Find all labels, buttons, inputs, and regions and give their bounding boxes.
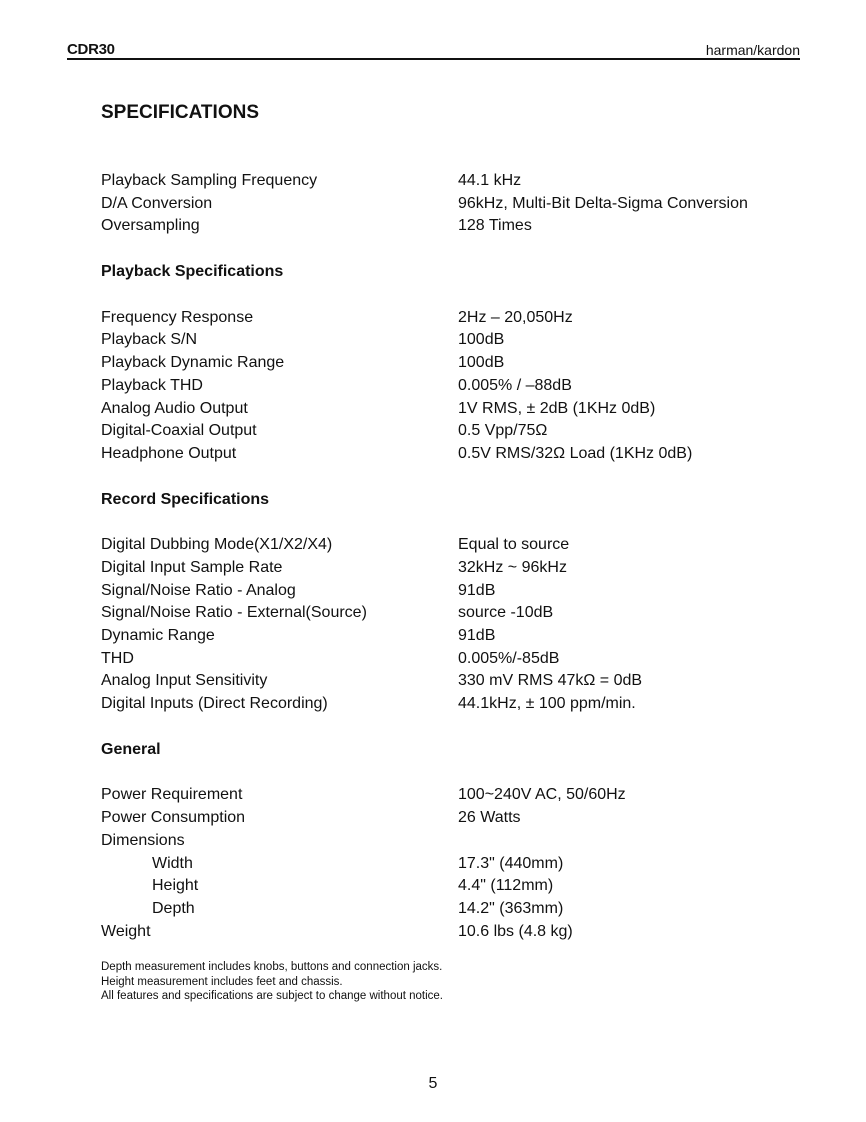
spec-row: [101, 830, 801, 853]
spec-label: Width: [152, 854, 193, 872]
spec-row: [101, 193, 801, 216]
spec-value: 44.1kHz, ± 100 ppm/min.: [458, 695, 636, 713]
page-title: SPECIFICATIONS: [101, 102, 259, 123]
spec-label: Headphone Output: [101, 444, 237, 462]
spec-value: 10.6 lbs (4.8 kg): [458, 922, 573, 940]
spec-label: THD: [101, 649, 134, 667]
spec-label: Playback THD: [101, 376, 203, 394]
spec-label: Digital Inputs (Direct Recording): [101, 695, 328, 713]
spec-value: source -10dB: [458, 604, 554, 622]
spec-value: 0.005% / –88dB: [458, 376, 572, 394]
footnotes: [101, 960, 443, 1004]
section-heading-playback: Playback Specifications: [101, 263, 284, 281]
footnote: Height measurement includes feet and chassis.: [101, 975, 343, 988]
spec-label: Playback Sampling Frequency: [101, 172, 318, 189]
spec-row: [101, 557, 801, 580]
spec-row: [101, 625, 801, 648]
spec-row: [101, 875, 801, 898]
page-header: [67, 40, 800, 60]
spec-value: 0.5V RMS/32Ω Load (1KHz 0dB): [458, 444, 693, 462]
spec-value: 91dB: [458, 581, 496, 599]
spec-label: Oversampling: [101, 217, 200, 235]
spec-row: [101, 807, 801, 830]
spec-row: [101, 307, 801, 330]
spec-row: [101, 420, 801, 443]
spec-row: [101, 853, 801, 876]
spec-row: [101, 352, 801, 375]
spec-value: 100dB: [458, 354, 505, 372]
footnote: Depth measurement includes knobs, buttons and connection jacks.: [101, 961, 443, 973]
spec-value: 100~240V AC, 50/60Hz: [458, 786, 626, 804]
spec-label: Dynamic Range: [101, 627, 215, 644]
spec-value: 330 mV RMS 47kΩ = 0dB: [458, 672, 643, 690]
spec-value: 4.4" (112mm): [458, 877, 554, 895]
spec-row: [101, 648, 801, 671]
spec-label: Playback Dynamic Range: [101, 354, 285, 372]
spec-value: 128 Times: [458, 217, 532, 235]
spec-value: 17.3" (440mm): [458, 854, 564, 872]
spec-label: Dimensions: [101, 831, 185, 849]
spec-row: [101, 784, 801, 807]
spec-row: [101, 398, 801, 421]
spec-row: [101, 329, 801, 352]
spec-label: Digital Input Sample Rate: [101, 558, 283, 576]
spec-value: 14.2" (363mm): [458, 899, 564, 917]
spec-value: 2Hz – 20,050Hz: [458, 308, 573, 326]
spec-label: D/A Conversion: [101, 194, 213, 212]
spec-row: [101, 693, 801, 716]
spec-label: Analog Audio Output: [101, 399, 248, 417]
spec-value: 1V RMS, ± 2dB (1KHz 0dB): [458, 399, 656, 417]
brand-name: harman/kardon: [705, 42, 800, 58]
spec-label: Signal/Noise Ratio - Analog: [101, 581, 296, 599]
spec-value: 91dB: [458, 627, 496, 644]
spec-row: [101, 534, 801, 557]
spec-value: 0.005%/-85dB: [458, 649, 560, 667]
spec-value: 100dB: [458, 331, 505, 349]
spec-value: 44.1 kHz: [458, 172, 522, 189]
model-name: CDR30: [67, 41, 115, 58]
spec-value: Equal to source: [458, 536, 570, 554]
specifications-list: [101, 170, 801, 943]
spec-row: [101, 375, 801, 398]
footnote: All features and specifications are subject to change without notice.: [101, 990, 444, 1002]
spec-row: [101, 170, 801, 193]
spec-label: Signal/Noise Ratio - External(Source): [101, 604, 367, 622]
spec-label: Height: [152, 877, 199, 895]
spec-row: [101, 215, 801, 238]
spec-row: [101, 580, 801, 603]
spec-label: Digital-Coaxial Output: [101, 422, 257, 440]
page-number: 5: [428, 1075, 438, 1092]
spec-value: 0.5 Vpp/75Ω: [458, 422, 548, 440]
spec-label: Depth: [152, 899, 195, 917]
section-heading-record: Record Specifications: [101, 490, 270, 508]
spec-row: [101, 670, 801, 693]
spec-value: 96kHz, Multi-Bit Delta-Sigma Conversion: [458, 194, 748, 212]
spec-label: Frequency Response: [101, 308, 254, 326]
spec-label: Playback S/N: [101, 331, 198, 349]
spec-label: Weight: [101, 922, 151, 940]
spec-label: Power Consumption: [101, 809, 246, 827]
spec-row: [101, 602, 801, 625]
spec-label: Digital Dubbing Mode(X1/X2/X4): [101, 536, 333, 554]
section-heading-general: General: [101, 740, 161, 758]
spec-row: [101, 898, 801, 921]
spec-label: Power Requirement: [101, 786, 243, 804]
spec-label: Analog Input Sensitivity: [101, 672, 268, 690]
spec-value: 26 Watts: [458, 809, 521, 827]
spec-row: [101, 443, 801, 466]
spec-value: 32kHz ~ 96kHz: [458, 558, 567, 576]
spec-row: [101, 921, 801, 944]
